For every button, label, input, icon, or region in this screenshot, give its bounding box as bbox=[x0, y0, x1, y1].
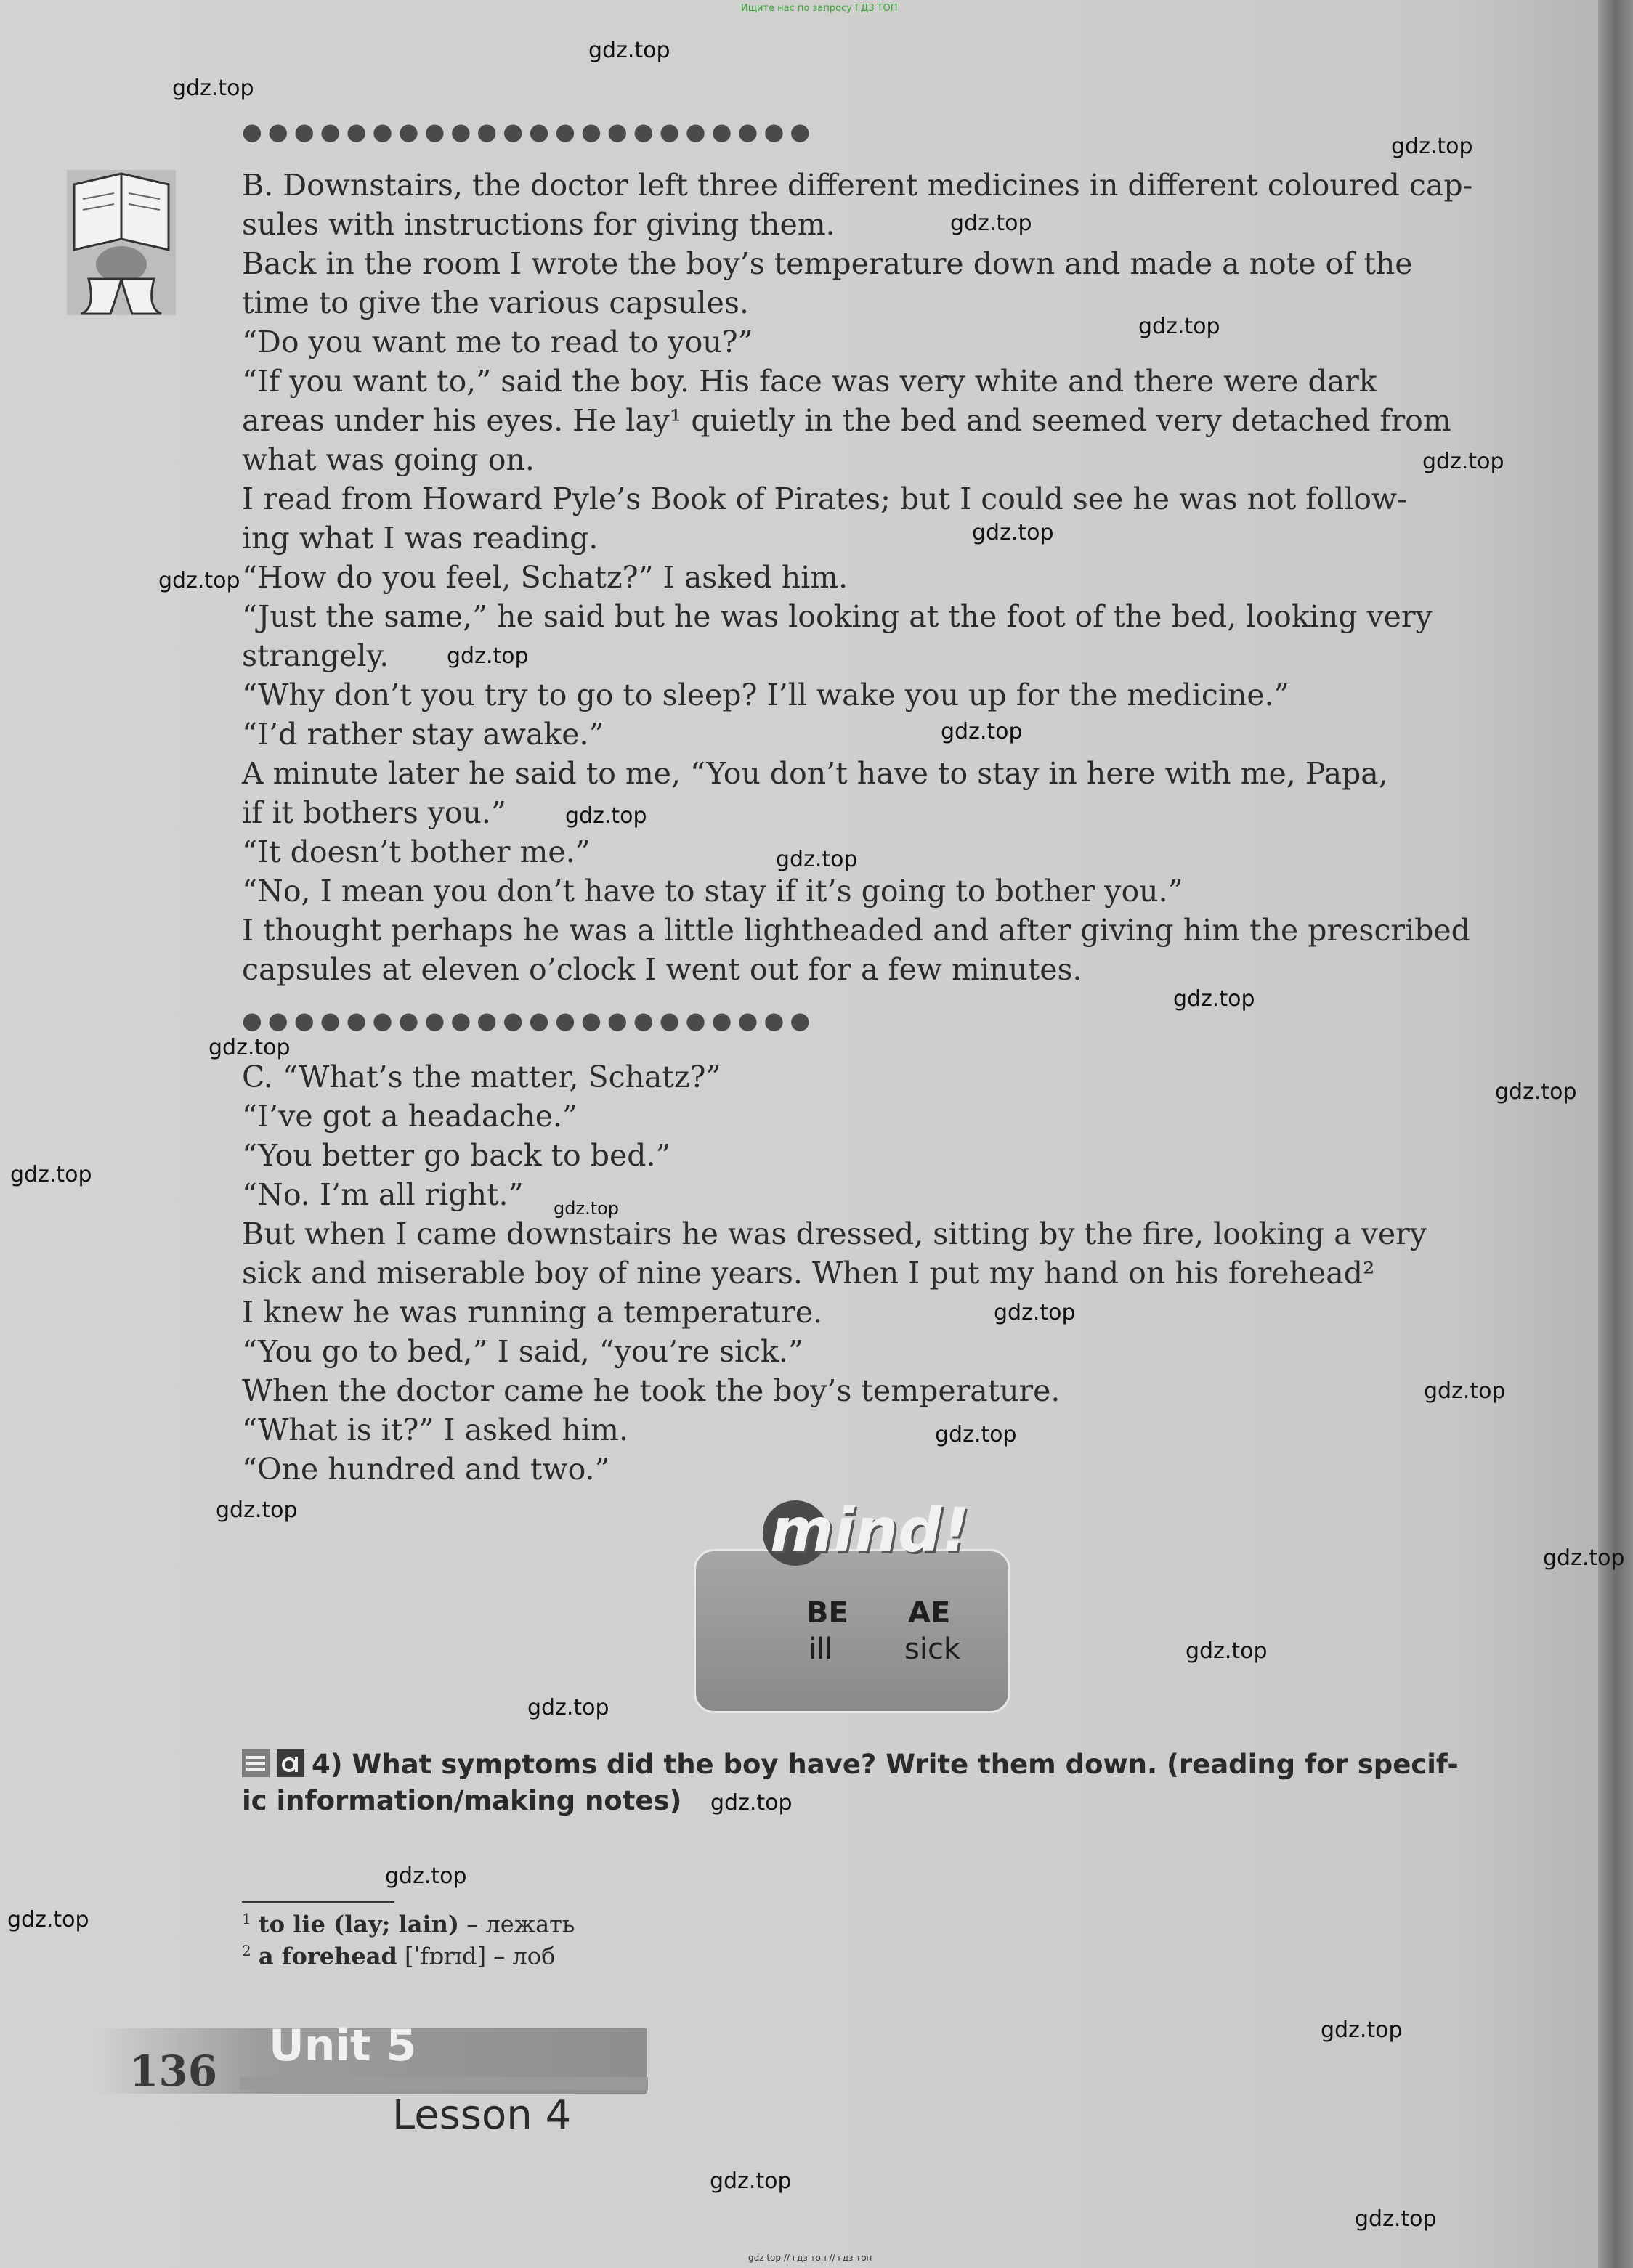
task-4 bbox=[242, 1747, 1549, 1819]
watermark: gdz.top bbox=[527, 1695, 609, 1720]
text-line: “It doesn’t bother me.” bbox=[242, 834, 591, 869]
task-line-2: ic information/making notes) bbox=[242, 1785, 682, 1816]
watermark: gdz.top bbox=[554, 1198, 620, 1219]
text-line: sick and miserable boy of nine years. When I put my hand on his forehead² bbox=[242, 1256, 1375, 1291]
text-line: “I’ve got a headache.” bbox=[242, 1099, 578, 1134]
footnote-2-translation: [ˈfɒrɪd] – лоб bbox=[397, 1942, 556, 1970]
watermark: gdz.top bbox=[710, 1790, 793, 1816]
mind-note-panel bbox=[694, 1549, 1010, 1713]
be-value: ill bbox=[809, 1633, 833, 1666]
watermark: gdz.top bbox=[1355, 2206, 1437, 2232]
footnote-2 bbox=[242, 1942, 555, 1970]
footer-note: gdz top // гдз топ // гдз топ bbox=[748, 2253, 872, 2263]
text-line: areas under his eyes. He lay¹ quietly in the bed and seemed very detached from bbox=[242, 403, 1451, 438]
reading-person-icon bbox=[67, 170, 176, 315]
section-divider-middle: ●●●●●●●●●●●●●●●●●●●●●● bbox=[242, 1007, 816, 1034]
ae-value: sick bbox=[904, 1633, 961, 1666]
section-divider-top: ●●●●●●●●●●●●●●●●●●●●●● bbox=[242, 118, 816, 145]
watermark: gdz.top bbox=[941, 719, 1023, 744]
unit-title: Unit 5 bbox=[269, 2020, 417, 2071]
watermark: gdz.top bbox=[1391, 134, 1473, 159]
footnote-2-number: 2 bbox=[242, 1942, 251, 1959]
footnote-1-number: 1 bbox=[242, 1910, 251, 1927]
text-line: But when I came downstairs he was dressed, sitting by the fire, looking a very bbox=[242, 1216, 1427, 1251]
text-line: ing what I was reading. bbox=[242, 521, 599, 556]
watermark: gdz.top bbox=[1186, 1638, 1268, 1664]
watermark: gdz.top bbox=[216, 1497, 298, 1523]
be-label: BE bbox=[806, 1596, 848, 1630]
page-number: 136 bbox=[129, 2047, 218, 2096]
watermark: gdz.top bbox=[950, 211, 1032, 236]
writing-icon bbox=[277, 1749, 304, 1777]
watermark: gdz.top bbox=[1138, 314, 1220, 339]
text-line: C. “What’s the matter, Schatz?” bbox=[242, 1060, 721, 1094]
text-line: capsules at eleven o’clock I went out for a few minutes. bbox=[242, 952, 1082, 987]
watermark: gdz.top bbox=[776, 847, 858, 872]
text-line: sules with instructions for giving them. bbox=[242, 207, 835, 242]
text-line: “If you want to,” said the boy. His face was very white and there were dark bbox=[242, 364, 1377, 399]
text-line: “No. I’m all right.” bbox=[242, 1177, 524, 1212]
text-line: “No, I mean you don’t have to stay if it’s going to bother you.” bbox=[242, 874, 1183, 909]
footnote-1 bbox=[242, 1910, 575, 1938]
watermark: gdz.top bbox=[1422, 449, 1504, 474]
text-line: Back in the room I wrote the boy’s temperature down and made a note of the bbox=[242, 246, 1413, 281]
watermark: gdz.top bbox=[172, 76, 254, 101]
text-line: if it bothers you.” bbox=[242, 795, 506, 830]
text-line: I read from Howard Pyle’s Book of Pirates; but I could see he was not follow- bbox=[242, 481, 1407, 516]
watermark: gdz.top bbox=[1321, 2017, 1403, 2043]
text-line: B. Downstairs, the doctor left three different medicines in different coloured cap- bbox=[242, 168, 1473, 203]
mind-note-box bbox=[694, 1495, 1006, 1712]
watermark: gdz.top bbox=[994, 1300, 1076, 1325]
text-line: “I’d rather stay awake.” bbox=[242, 717, 604, 752]
task-line-1: 4) What symptoms did the boy have? Write them down. (reading for specif- bbox=[312, 1749, 1459, 1780]
watermark: gdz.top bbox=[710, 2169, 792, 2194]
text-line: “You go to bed,” I said, “you’re sick.” bbox=[242, 1334, 803, 1369]
text-line: “Just the same,” he said but he was looking at the foot of the bed, looking very bbox=[242, 599, 1433, 634]
listening-icon bbox=[242, 1749, 270, 1777]
text-line: When the doctor came he took the boy’s temperature. bbox=[242, 1373, 1061, 1408]
watermark: gdz.top bbox=[972, 520, 1054, 545]
text-line: “One hundred and two.” bbox=[242, 1452, 610, 1487]
text-line: A minute later he said to me, “You don’t have to stay in here with me, Papa, bbox=[242, 756, 1388, 791]
watermark: gdz.top bbox=[565, 803, 647, 829]
watermark: gdz.top bbox=[385, 1863, 467, 1889]
text-line: strangely. bbox=[242, 638, 389, 673]
watermark: gdz.top bbox=[7, 1907, 89, 1932]
watermark: gdz.top bbox=[10, 1162, 92, 1187]
text-line: “Why don’t you try to go to sleep? I’ll wake you up for the medicine.” bbox=[242, 678, 1289, 712]
footnote-1-translation: – лежать bbox=[459, 1910, 575, 1938]
watermark: gdz.top bbox=[588, 38, 670, 63]
text-line: “How do you feel, Schatz?” I asked him. bbox=[242, 560, 848, 595]
text-line: “Do you want me to read to you?” bbox=[242, 325, 753, 359]
ae-label: AE bbox=[908, 1596, 951, 1630]
watermark: gdz.top bbox=[208, 1035, 291, 1060]
watermark: gdz.top bbox=[1495, 1079, 1577, 1105]
text-line: “You better go back to bed.” bbox=[242, 1138, 671, 1173]
text-line: time to give the various capsules. bbox=[242, 285, 749, 320]
watermark: gdz.top bbox=[1173, 986, 1255, 1012]
section-c-text bbox=[242, 1057, 1549, 1489]
header-note: Ищите нас по запросу ГДЗ ТОП bbox=[741, 3, 898, 14]
mind-title: mind! bbox=[770, 1495, 970, 1566]
watermark: gdz.top bbox=[1543, 1545, 1625, 1571]
watermark: gdz.top bbox=[935, 1422, 1017, 1447]
section-b-text bbox=[242, 166, 1549, 989]
text-line: I knew he was running a temperature. bbox=[242, 1295, 823, 1330]
unit-banner-stripe bbox=[240, 2077, 648, 2090]
text-line: “What is it?” I asked him. bbox=[242, 1413, 628, 1447]
footnote-2-word: a forehead bbox=[258, 1942, 397, 1970]
book-spine bbox=[1598, 0, 1633, 2268]
watermark: gdz.top bbox=[447, 643, 529, 669]
watermark: gdz.top bbox=[158, 568, 240, 593]
text-line: what was going on. bbox=[242, 442, 535, 477]
lesson-title: Lesson 4 bbox=[392, 2092, 572, 2139]
text-line: I thought perhaps he was a little lightheaded and after giving him the prescribed bbox=[242, 913, 1470, 948]
footnote-rule bbox=[242, 1901, 394, 1903]
watermark: gdz.top bbox=[1424, 1378, 1506, 1404]
footnote-1-word: to lie (lay; lain) bbox=[258, 1910, 460, 1938]
